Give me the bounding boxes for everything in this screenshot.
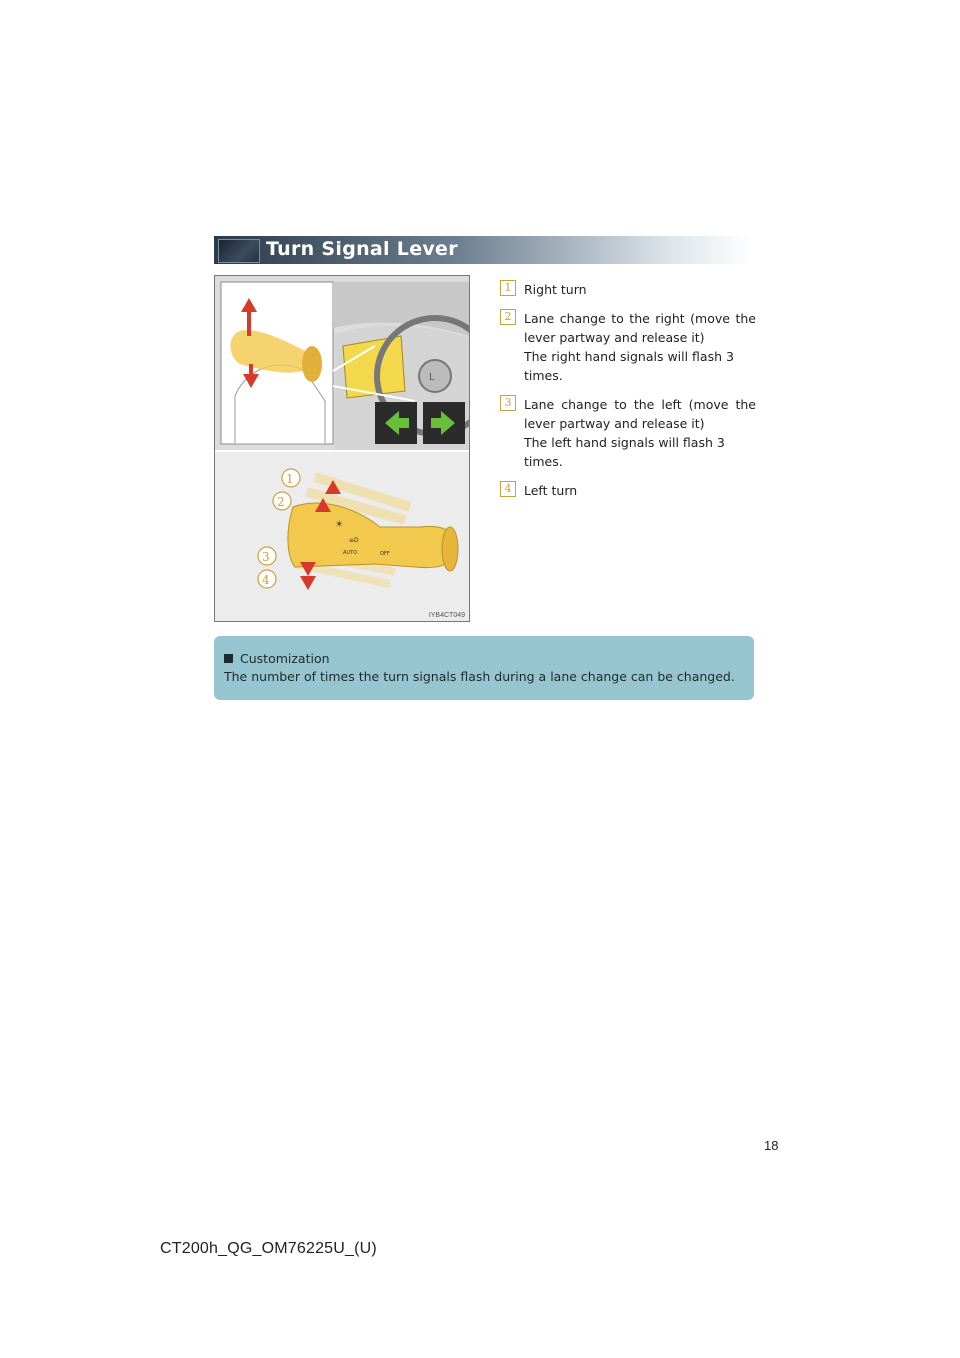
document-code: CT200h_QG_OM76225U_(U) — [160, 1240, 377, 1257]
item-number-badge: 4 — [500, 481, 516, 497]
dashboard-drawing — [215, 276, 469, 450]
figure-code: IYB4CT049 — [428, 612, 465, 619]
page-title: Turn Signal Lever — [266, 238, 458, 260]
lever-detail-view — [215, 452, 469, 621]
svg-text:1: 1 — [286, 472, 294, 486]
svg-text:L: L — [429, 372, 435, 383]
svg-text:≡D: ≡D — [349, 537, 359, 544]
lever-base — [302, 346, 322, 382]
list-item — [500, 280, 756, 299]
square-bullet-icon — [224, 654, 233, 663]
item-subtext: The left hand signals will flash 3 times. — [524, 435, 725, 469]
list-item — [500, 481, 756, 500]
item-number-badge: 1 — [500, 280, 516, 296]
arrow-4-icon — [300, 576, 316, 590]
lever-tip — [442, 527, 458, 571]
page-number: 18 — [764, 1138, 779, 1153]
section-title-bar — [214, 236, 754, 264]
callout-4 — [258, 570, 276, 588]
svg-text:2: 2 — [277, 495, 285, 509]
title-thumbnail — [218, 239, 260, 263]
item-text: Lane change to the left (move the lever partway and release it) — [524, 397, 756, 431]
dashboard-view — [215, 276, 469, 450]
svg-text:☀: ☀ — [335, 520, 344, 530]
svg-text:4: 4 — [262, 573, 270, 587]
info-heading — [224, 650, 744, 668]
svg-text:3: 3 — [262, 550, 270, 564]
lever-detail-drawing — [215, 452, 469, 621]
svg-text:OFF: OFF — [380, 551, 390, 557]
info-heading-text: Customization — [240, 651, 330, 666]
item-text: Lane change to the right (move the lever partway and release it) — [524, 311, 756, 345]
item-subtext: The right hand signals will flash 3 times. — [524, 349, 734, 383]
item-text: Right turn — [524, 282, 587, 297]
callout-3 — [258, 547, 276, 565]
item-text: Left turn — [524, 483, 578, 498]
info-body: The number of times the turn signals flash during a lane change can be changed. — [224, 669, 735, 684]
item-number-badge: 3 — [500, 395, 516, 411]
callout-2 — [273, 492, 291, 510]
list-item — [500, 395, 756, 471]
instruction-list — [500, 280, 756, 510]
turn-signal-illustration — [214, 275, 470, 622]
list-item — [500, 309, 756, 385]
callout-1 — [282, 469, 300, 487]
svg-text:AUTO: AUTO — [343, 550, 358, 556]
item-number-badge: 2 — [500, 309, 516, 325]
customization-info-box — [214, 636, 754, 700]
